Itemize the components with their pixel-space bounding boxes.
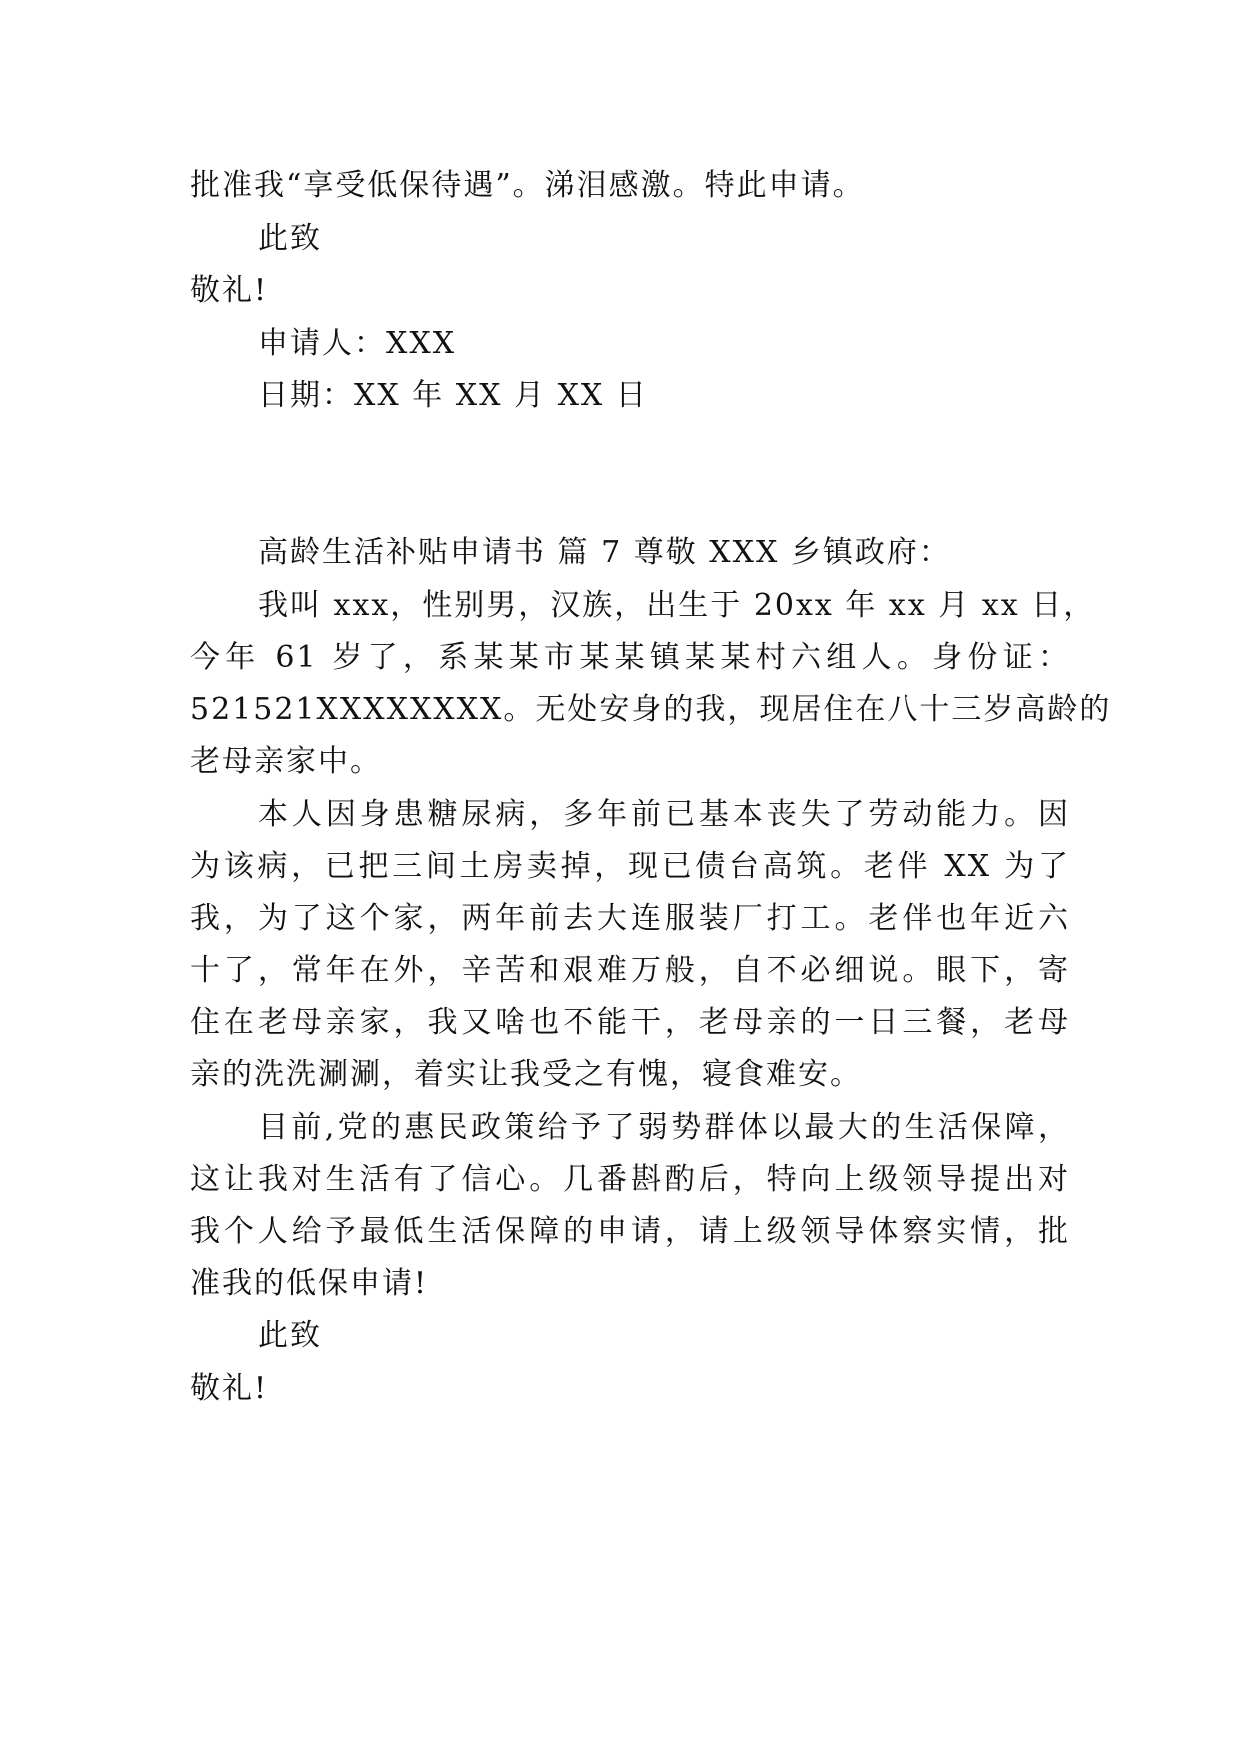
closing-regards: 敬礼!: [190, 1371, 269, 1406]
text-line: 为该病，已把三间土房卖掉，现已债台高筑。老伴 XX 为了: [190, 849, 1070, 884]
section-heading: 高龄生活补贴申请书 篇 7 尊敬 XXX 乡镇政府：: [258, 535, 951, 570]
text-line: 批准我“享受低保待遇”。涕泪感激。特此申请。: [190, 168, 865, 203]
text-line: 本人因身患糖尿病，多年前已基本丧失了劳动能力。因: [258, 797, 1070, 832]
closing-salutation: 此致: [258, 221, 322, 256]
text-line: 住在老母亲家，我又啥也不能干，老母亲的一日三餐，老母: [190, 1005, 1070, 1040]
text-line: 亲的洗洗涮涮，着实让我受之有愧，寝食难安。: [190, 1057, 862, 1092]
text-line: 十了，常年在外，辛苦和艰难万般，自不必细说。眼下，寄: [190, 953, 1070, 988]
applicant-signature: 申请人：XXX: [258, 326, 457, 361]
text-line: 我叫 xxx，性别男，汉族，出生于 20xx 年 xx 月 xx 日，: [258, 588, 1096, 623]
closing-regards: 敬礼!: [190, 273, 269, 308]
closing-salutation: 此致: [258, 1318, 322, 1353]
text-line: 目前,党的惠民政策给予了弱势群体以最大的生活保障，: [258, 1110, 1070, 1145]
text-line: 521521XXXXXXXX。无处安身的我，现居住在八十三岁高龄的: [190, 692, 1112, 727]
text-line: 这让我对生活有了信心。几番斟酌后，特向上级领导提出对: [190, 1162, 1070, 1197]
text-line: 我个人给予最低生活保障的申请，请上级领导体察实情，批: [190, 1214, 1070, 1249]
text-line: 今年 61 岁了，系某某市某某镇某某村六组人。身份证：: [190, 640, 1070, 675]
text-line: 我，为了这个家，两年前去大连服装厂打工。老伴也年近六: [190, 901, 1070, 936]
text-line: 老母亲家中。: [190, 744, 382, 779]
text-line: 准我的低保申请!: [190, 1266, 429, 1301]
date-line: 日期：XX 年 XX 月 XX 日: [258, 378, 648, 413]
